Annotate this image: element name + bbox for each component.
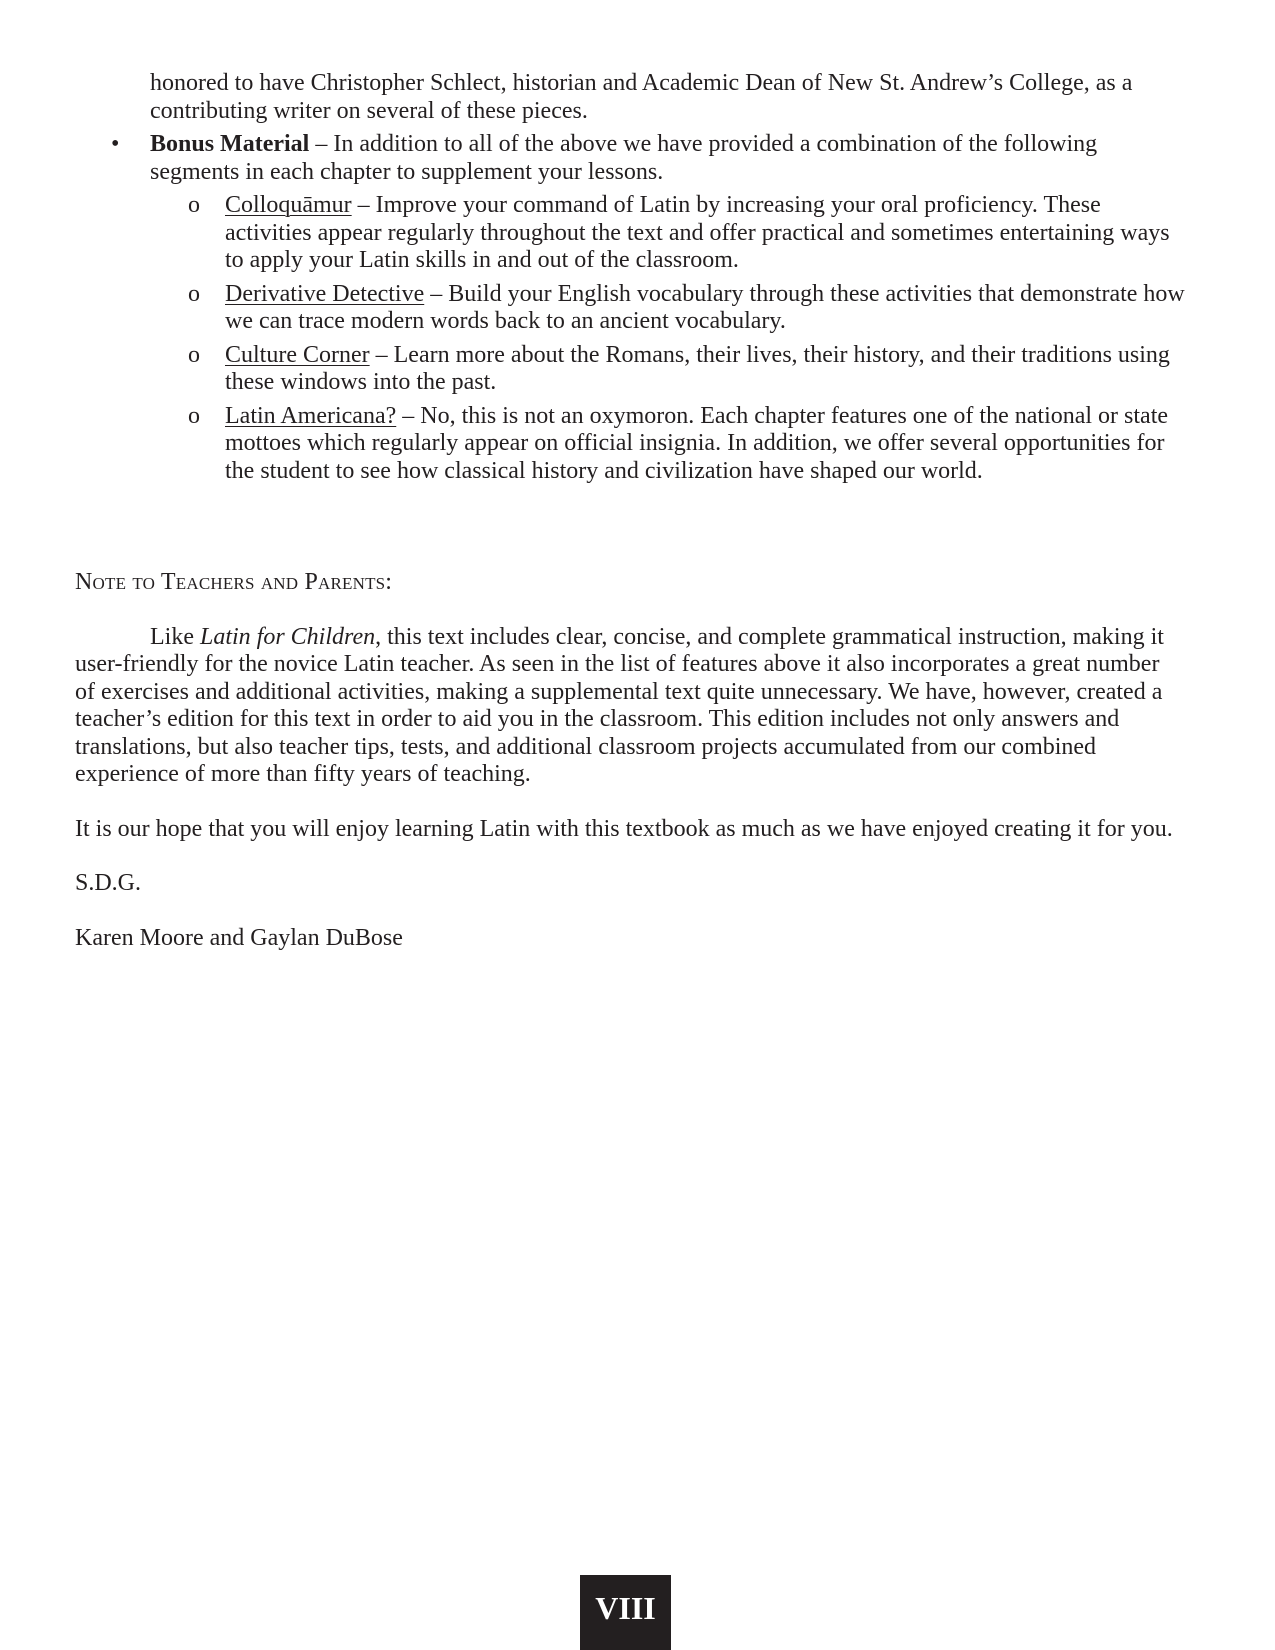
bonus-material-item (111, 131, 1185, 485)
segment-title: Culture Corner (225, 341, 370, 368)
segment-title: Latin Americana? (225, 402, 397, 429)
bonus-material-text: – In addition to all of the above we have provided a combination of the following segments in each chapter to supplement your lessons. (150, 131, 1098, 185)
segment-colloquamur (188, 192, 1185, 275)
segment-text: – Learn more about the Romans, their lives, their history, and their traditions using these windows into the past. (225, 341, 1170, 395)
bonus-material-title: Bonus Material (150, 131, 310, 157)
note-heading: Note to Teachers and Parents: (75, 569, 393, 595)
circle-bullet-icon: o (188, 280, 200, 307)
sdg-line: S.D.G. (75, 870, 142, 896)
segment-text: – No, this is not an oxymoron. Each chapter features one of the national or state mottoes which regularly appear on official insignia. In addition, we offer several opportunities for the student to see how classical history and civilization have shaped our world. (225, 402, 1169, 484)
segment-title: Colloquāmur (225, 192, 352, 218)
circle-bullet-icon: o (188, 341, 200, 368)
note-paragraph-2: It is our hope that you will enjoy learning Latin with this textbook as much as we have enjoyed creating it for you. (75, 815, 1173, 842)
bonus-segment-list (150, 192, 1185, 485)
continued-paragraph: honored to have Christopher Schlect, historian and Academic Dean of New St. Andrew’s College, as a contributing writer on several of these pieces. (150, 70, 1133, 124)
page-number-badge: VIII (580, 1575, 671, 1650)
segment-text: – Build your English vocabulary through these activities that demonstrate how we can trace modern words back to an ancient vocabulary. (225, 280, 1185, 334)
segment-derivative-detective (188, 280, 1185, 336)
authors-line: Karen Moore and Gaylan DuBose (75, 924, 403, 951)
segment-latin-americana (188, 402, 1185, 486)
segment-culture-corner (188, 341, 1185, 397)
circle-bullet-icon: o (188, 402, 200, 429)
book-title: Latin for Children (199, 623, 376, 650)
note-paragraph-1 (75, 624, 1185, 789)
circle-bullet-icon: o (188, 192, 200, 218)
note-paragraph-1-start: Like (150, 623, 200, 650)
page-content (75, 70, 1185, 976)
segment-title: Derivative Detective (225, 280, 425, 307)
bullet-icon: • (111, 131, 120, 157)
segment-text: – Improve your command of Latin by increasing your oral proficiency. These activities appear regularly throughout the text and offer practical and sometimes entertaining ways to apply your Latin skills in and out of the classroom. (225, 192, 1170, 273)
note-paragraph-1-rest: , this text includes clear, concise, and complete grammatical instruction, making it user-friendly for the novice Latin teacher. As seen in the list of features above it also incorporates a great number of exercises and additional activities, making a supplemental text quite unnecessary. We have, however, created a teacher’s edition for this text in order to aid you in the classroom. This edition includes not only answers and translations, but also teacher tips, tests, and additional classroom projects accumulated from our combined experience of more than fifty years of teaching. (75, 623, 1164, 787)
